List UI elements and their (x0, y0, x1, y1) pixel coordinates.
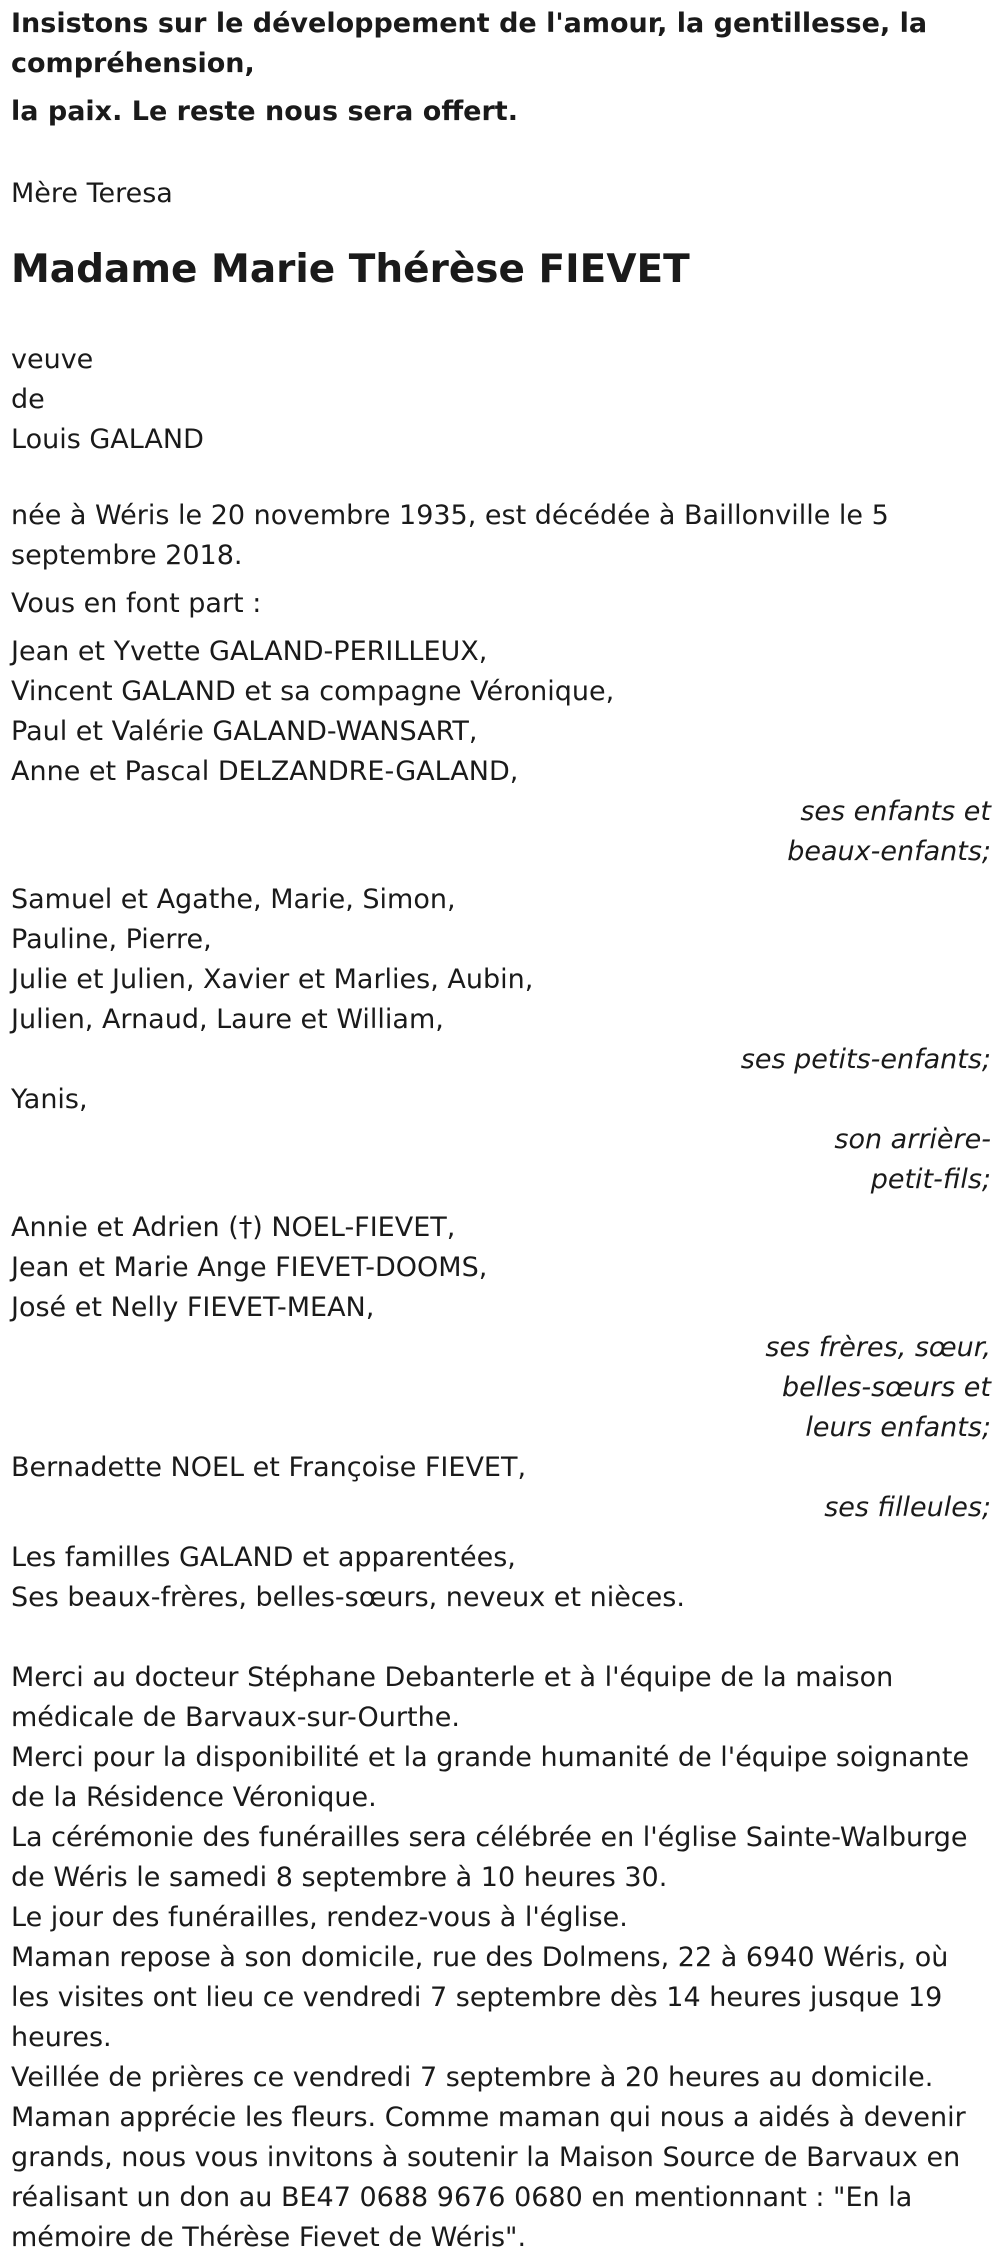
relation-line: belles-sœurs et (781, 1372, 991, 1403)
widow-line: de (11, 384, 45, 415)
relation-line: petit-fils; (870, 1164, 991, 1195)
obituary (11, 4, 991, 2258)
siblings-list (11, 1208, 991, 1328)
quote-line-1: Insistons sur le développement de l'amour, la gentillesse, la compréhension, (11, 8, 928, 79)
birth-death: née à Wéris le 20 novembre 1935, est décédée à Baillonville le 5 septembre 2018. (11, 500, 889, 571)
relation-line: ses petits-enfants; (740, 1044, 991, 1075)
list-item: Jean et Yvette GALAND-PERILLEUX, (11, 636, 488, 667)
list-item: Julien, Arnaud, Laure et William, (11, 1004, 444, 1035)
great-grandchildren-relation (11, 1120, 991, 1200)
godchildren-relation (11, 1488, 991, 1528)
great-grandchildren-list (11, 1080, 991, 1120)
list-item: Annie et Adrien (†) NOEL-FIEVET, (11, 1212, 456, 1243)
spouse-name: Louis GALAND (11, 424, 204, 455)
paragraph-ceremony: La cérémonie des funérailles sera célébrée en l'église Sainte-Walburge de Wéris le samedi 8 septembre à 10 heures 30. (11, 1822, 968, 1893)
deceased-name: Madame Marie Thérèse FIEVET (11, 247, 690, 292)
relation-line: ses filleules; (824, 1492, 991, 1523)
quote (11, 4, 991, 132)
grandchildren-relation (11, 1040, 991, 1080)
list-item: Julie et Julien, Xavier et Marlies, Aubin, (11, 964, 534, 995)
list-item: Les familles GALAND et apparentées, (11, 1542, 516, 1573)
list-item: José et Nelly FIEVET-MEAN, (11, 1292, 375, 1323)
godchildren-list (11, 1448, 991, 1488)
list-item: Ses beaux-frères, belles-sœurs, neveux et nièces. (11, 1582, 685, 1613)
widow-line: veuve (11, 344, 94, 375)
paragraph-thanks-doctor: Merci au docteur Stéphane Debanterle et à l'équipe de la maison médicale de Barvaux-sur-Ourthe. (11, 1662, 894, 1733)
relation-line: ses enfants et (800, 796, 991, 827)
others-list (11, 1538, 991, 1618)
relation-line: leurs enfants; (805, 1412, 991, 1443)
paragraph-meeting: Le jour des funérailles, rendez-vous à l'église. (11, 1902, 628, 1933)
paragraph-thanks-residence: Merci pour la disponibilité et la grande humanité de l'équipe soignante de la Résidence Véronique. (11, 1742, 970, 1813)
list-item: Vincent GALAND et sa compagne Véronique, (11, 676, 615, 707)
list-item: Pauline, Pierre, (11, 924, 212, 955)
siblings-relation (11, 1328, 991, 1448)
quote-author: Mère Teresa (11, 178, 173, 209)
list-item: Jean et Marie Ange FIEVET-DOOMS, (11, 1252, 488, 1283)
paragraph-visits: Maman repose à son domicile, rue des Dolmens, 22 à 6940 Wéris, où les visites ont lieu ce vendredi 7 septembre dès 14 heures jusque 19 heures. (11, 1942, 949, 2053)
quote-line-2: la paix. Le reste nous sera offert. (11, 96, 518, 127)
announcement: Vous en font part : (11, 588, 262, 619)
list-item: Bernadette NOEL et Françoise FIEVET, (11, 1452, 527, 1483)
list-item: Anne et Pascal DELZANDRE-GALAND, (11, 756, 519, 787)
relation-line: beaux-enfants; (787, 836, 991, 867)
closing-paragraphs (11, 1658, 991, 2258)
paragraph-vigil: Veillée de prières ce vendredi 7 septembre à 20 heures au domicile. (11, 2062, 934, 2093)
list-item: Samuel et Agathe, Marie, Simon, (11, 884, 456, 915)
relation-line: ses frères, sœur, (765, 1332, 991, 1363)
widow-of (11, 340, 991, 460)
list-item: Yanis, (11, 1084, 88, 1115)
paragraph-donation: Maman apprécie les fleurs. Comme maman qui nous a aidés à devenir grands, nous vous invitons à soutenir la Maison Source de Barvaux en réalisant un don au BE47 0688 9676 0680 en mentionnant : "En la mémoire de Thérèse Fievet de Wéris". (11, 2102, 966, 2253)
children-list (11, 632, 991, 792)
children-relation (11, 792, 991, 872)
list-item: Paul et Valérie GALAND-WANSART, (11, 716, 478, 747)
relation-line: son arrière- (834, 1124, 991, 1155)
grandchildren-list (11, 880, 991, 1040)
